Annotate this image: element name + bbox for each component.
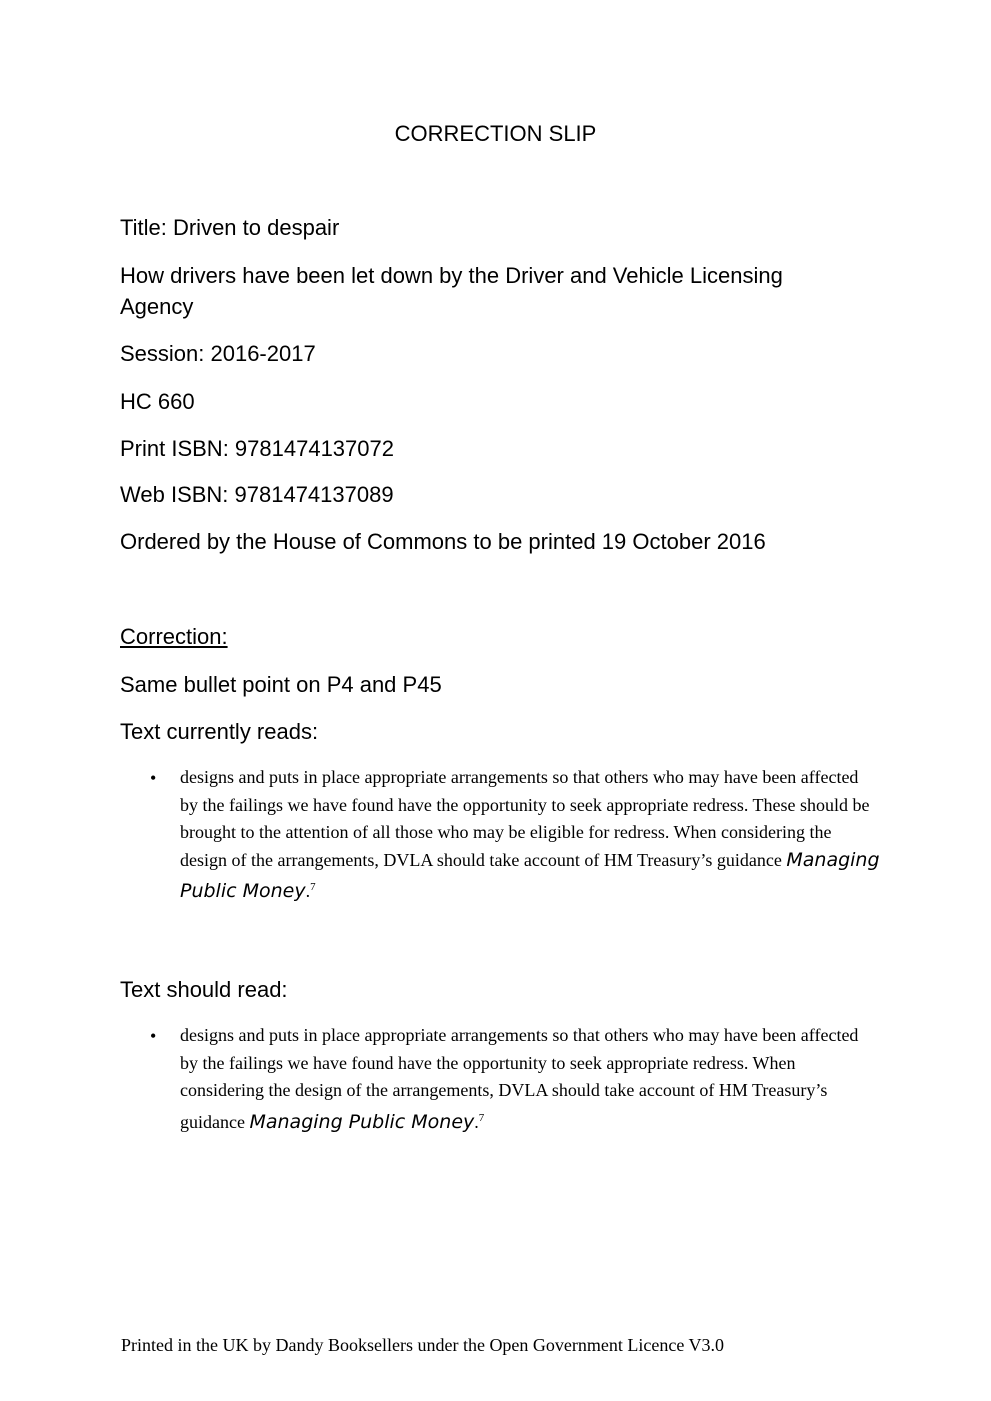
print-isbn: Print ISBN: 9781474137072 [120, 436, 394, 461]
correction-location: Same bullet point on P4 and P45 [120, 672, 442, 697]
should-text-label: Text should read: [120, 977, 288, 1002]
bullet-icon: • [150, 1026, 157, 1046]
hc-number: HC 660 [120, 389, 195, 414]
document-subtitle-line2: Agency [120, 294, 194, 319]
bullet-icon: • [150, 768, 157, 788]
session: Session: 2016-2017 [120, 341, 316, 366]
current-text-label: Text currently reads: [120, 719, 319, 744]
footnote-marker: 7 [310, 881, 316, 893]
should-bullet-text: designs and puts in place appropriate arrangements so that others who may have been affected by the failings we have found have the opportunity to seek appropriate redress. When considering the design of the arrangements, DVLA should take account of HM Treasury’s guidance Managing Public Money.$^7$ [180, 1025, 859, 1133]
page-title: CORRECTION SLIP [394, 121, 597, 146]
publication-title: Managing Public Money [249, 1110, 475, 1133]
publication-title: Managing Public Money [180, 848, 880, 902]
current-bullet-text: designs and puts in place appropriate arrangements so that others who may have been affected by the failings we have found have the opportunity to seek appropriate redress. These should be brought to the attention of all those who may be eligible for redress. When considering the design of the arrangements, DVLA should take account of HM Treasury’s guidance Managing Public Money.$^7$ [180, 767, 880, 902]
document-title: Title: Driven to despair [120, 215, 340, 240]
footer-licence: Printed in the UK by Dandy Booksellers under the Open Government Licence V3.0 [121, 1335, 725, 1355]
document-subtitle-line1: How drivers have been let down by the Driver and Vehicle Licensing [120, 263, 783, 288]
ordered-statement: Ordered by the House of Commons to be printed 19 October 2016 [120, 529, 766, 554]
correction-label: Correction: [120, 624, 228, 649]
web-isbn: Web ISBN: 9781474137089 [120, 482, 394, 507]
footnote-marker: 7 [478, 1111, 485, 1124]
